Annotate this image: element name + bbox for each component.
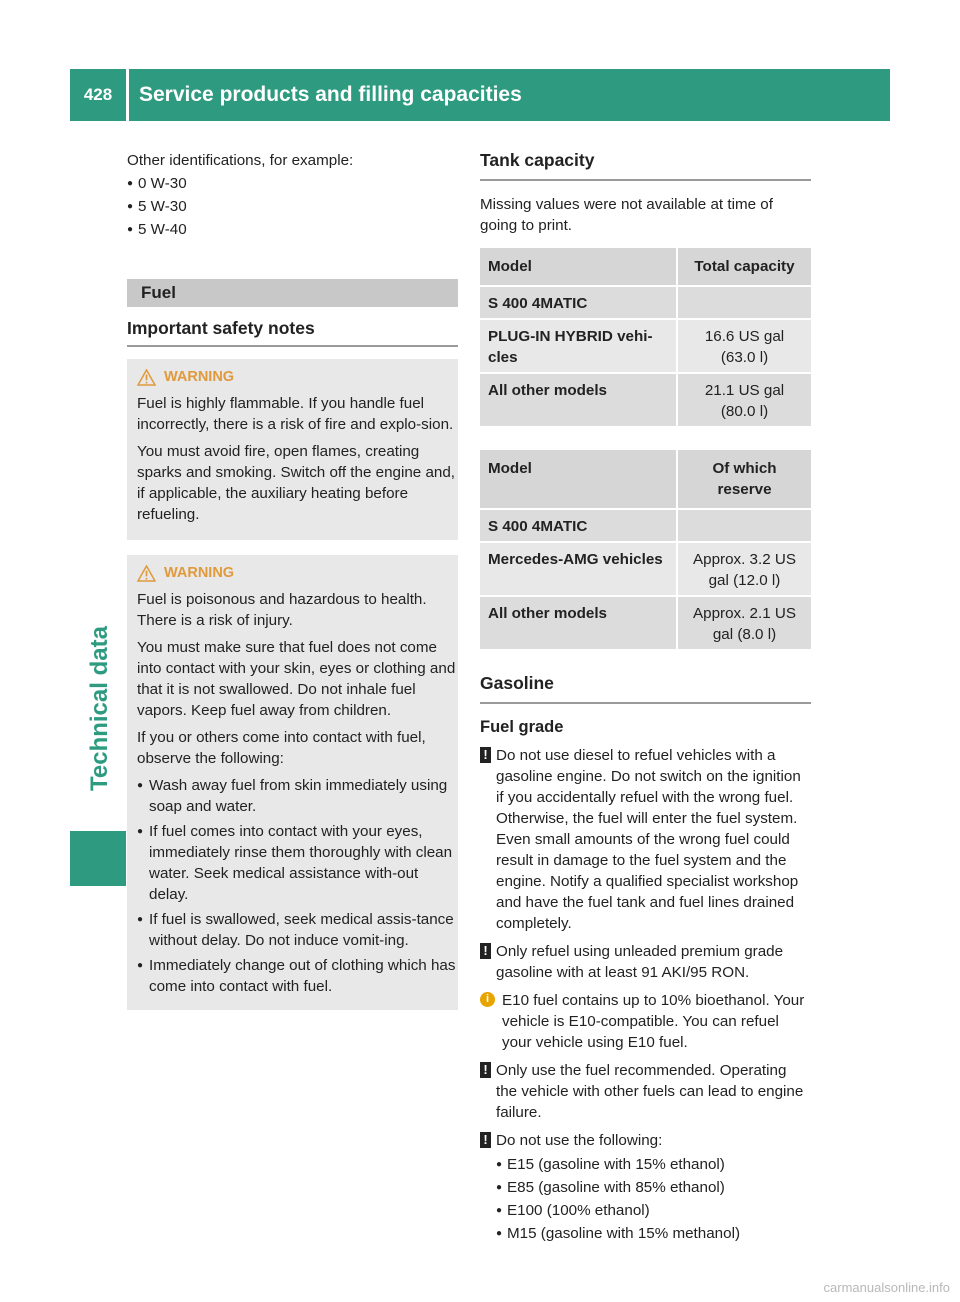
oil-intro: Other identifications, for example: <box>127 152 354 169</box>
fuel-grade-heading: Fuel grade <box>480 718 564 736</box>
info-notice <box>480 990 811 1053</box>
table-cell: 16.6 US gal (63.0 l) <box>678 320 811 372</box>
warning-paragraph: If you or others come into contact with fuel, observe the following: <box>137 729 426 767</box>
page-number: 428 <box>70 69 126 121</box>
list-item: ● E100 (100% ethanol) <box>496 1200 811 1221</box>
table-cell: All other models <box>480 597 678 649</box>
tank-intro: Missing values were not available at time of going to print. <box>480 196 773 234</box>
caution-notice <box>480 1130 811 1244</box>
left-column <box>127 150 458 1010</box>
exclamation-icon: ! <box>480 747 491 763</box>
warning-paragraph: Fuel is highly flammable. If you handle fuel incorrectly, there is a risk of fire and explo-sion. <box>137 395 454 433</box>
list-item: ● M15 (gasoline with 15% methanol) <box>496 1223 811 1244</box>
table-cell: PLUG-IN HYBRID vehi-cles <box>480 320 678 372</box>
caution-notice <box>480 745 811 934</box>
side-tab-label: Technical data <box>86 626 113 791</box>
table-row <box>480 597 811 649</box>
notice-text: E10 fuel contains up to 10% bioethanol. Your vehicle is E10-compatible. You can refuel your vehicle using E10 fuel. <box>502 992 805 1051</box>
list-item: ● If fuel is swallowed, seek medical assis-tance without delay. Do not induce vomit-ing. <box>137 909 458 951</box>
table-cell: Mercedes-AMG vehicles <box>480 543 678 595</box>
table-row <box>480 543 811 595</box>
oil-examples-list <box>127 173 458 240</box>
table-cell: All other models <box>480 374 678 426</box>
caution-notice <box>480 1060 811 1123</box>
side-tab <box>70 130 126 886</box>
right-column <box>480 150 811 1244</box>
exclamation-icon: ! <box>480 1062 491 1078</box>
notice-text: Only use the fuel recommended. Operating the vehicle with other fuels can lead to engine failure. <box>496 1062 804 1121</box>
table-cell: Approx. 3.2 US gal (12.0 l) <box>678 543 811 595</box>
table-header-cell: Total capacity <box>678 248 811 285</box>
warning-label: WARNING <box>164 369 235 385</box>
list-item: ● E85 (gasoline with 85% ethanol) <box>496 1177 811 1198</box>
exclamation-icon: ! <box>480 1132 491 1148</box>
table-header-cell: Model <box>480 248 678 285</box>
table-row <box>480 374 811 426</box>
table-cell: S 400 4MATIC <box>480 510 678 541</box>
table-header-cell: Model <box>480 450 678 508</box>
warning-triangle-icon <box>137 369 156 386</box>
warning-triangle-icon <box>137 565 156 582</box>
table-header-row <box>480 450 811 508</box>
do-not-use-list <box>496 1154 811 1244</box>
table-header-row <box>480 248 811 285</box>
exclamation-icon: ! <box>480 943 491 959</box>
table-row <box>480 510 811 541</box>
warning-box-1 <box>127 359 458 540</box>
tank-capacity-heading: Tank capacity <box>480 150 811 181</box>
list-item: ● 5 W-30 <box>127 196 458 217</box>
table-cell <box>678 287 811 318</box>
list-item: ● 0 W-30 <box>127 173 458 194</box>
warning-paragraph: You must avoid fire, open flames, creating sparks and smoking. Switch off the engine and, if applicable, the auxiliary heating before refueling. <box>137 443 456 523</box>
notice-text: Do not use diesel to refuel vehicles with a gasoline engine. Do not switch on the ignition if you accidentally refuel with the wrong fuel. Otherwise, the fuel will enter the fuel system. Even small amounts of the wrong fuel could result in damage to the fuel system and the engine. Notify a qualified specialist workshop and have the fuel tank and fuel lines drained completely. <box>496 747 801 932</box>
total-capacity-table <box>480 246 811 428</box>
side-tab-label-wrap <box>70 491 126 791</box>
list-item: ● If fuel comes into contact with your eyes, immediately rinse them thoroughly with clean water. Seek medical assistance with-out delay. <box>137 821 458 905</box>
warning-paragraph: You must make sure that fuel does not come into contact with your skin, eyes or clothing and that it is not swallowed. Do not inhale fuel vapors. Keep fuel away from children. <box>137 639 456 719</box>
warning-label: WARNING <box>164 565 235 581</box>
page-title: Service products and filling capacities <box>129 69 890 121</box>
warning-paragraph: Fuel is poisonous and hazardous to health. There is a risk of injury. <box>137 591 427 629</box>
side-tab-block <box>70 831 126 886</box>
notice-text: Do not use the following: <box>496 1132 663 1149</box>
table-cell: Approx. 2.1 US gal (8.0 l) <box>678 597 811 649</box>
table-cell <box>678 510 811 541</box>
watermark: carmanualsonline.info <box>823 1280 950 1295</box>
info-icon: i <box>480 992 495 1007</box>
safety-notes-heading: Important safety notes <box>127 318 458 347</box>
notice-text: Only refuel using unleaded premium grade gasoline with at least 91 AKI/95 RON. <box>496 943 784 981</box>
caution-notice <box>480 941 811 983</box>
table-row <box>480 287 811 318</box>
list-item: ● E15 (gasoline with 15% ethanol) <box>496 1154 811 1175</box>
list-item: ● Immediately change out of clothing which has come into contact with fuel. <box>137 955 458 997</box>
warning-title-2 <box>137 563 458 584</box>
warning-box-2 <box>127 555 458 1010</box>
table-row <box>480 320 811 372</box>
table-cell: S 400 4MATIC <box>480 287 678 318</box>
reserve-table <box>480 448 811 651</box>
table-cell: 21.1 US gal (80.0 l) <box>678 374 811 426</box>
page-header <box>70 69 890 121</box>
list-item: ● Wash away fuel from skin immediately using soap and water. <box>137 775 458 817</box>
gasoline-heading: Gasoline <box>480 673 811 704</box>
warning-title-1 <box>137 367 458 388</box>
table-header-cell: Of which reserve <box>678 450 811 508</box>
list-item: ● 5 W-40 <box>127 219 458 240</box>
warning-bullets <box>137 775 458 997</box>
section-bar-fuel: Fuel <box>127 279 458 307</box>
